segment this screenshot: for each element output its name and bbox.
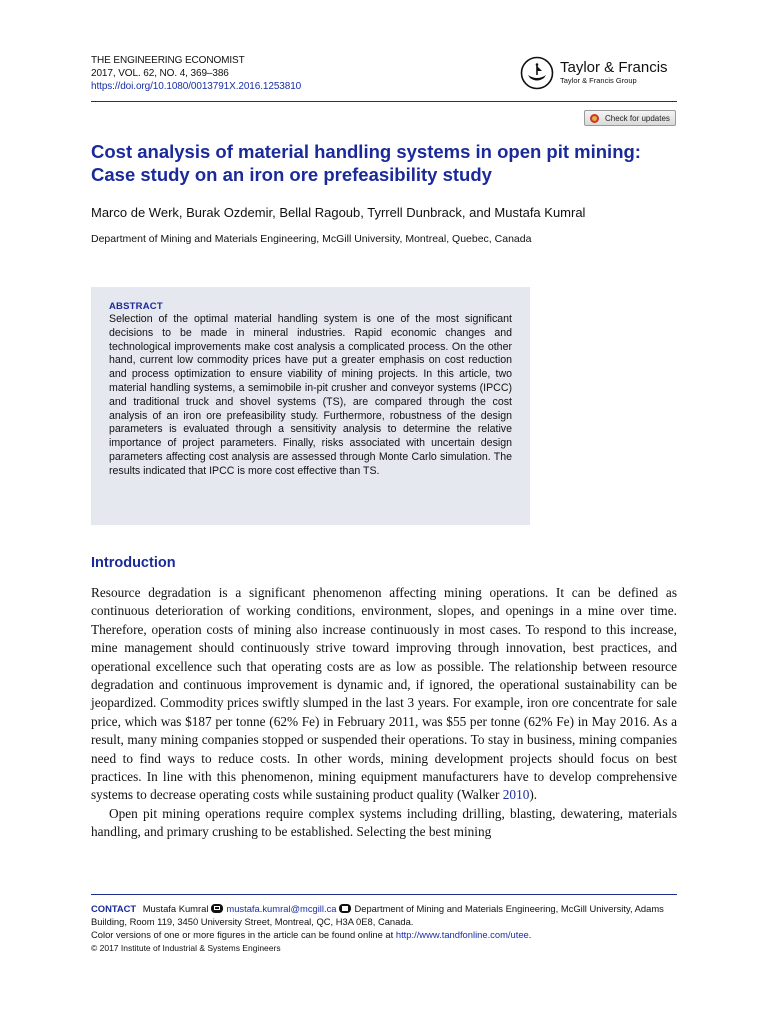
doi-link[interactable]: https://doi.org/10.1080/0013791X.2016.1253810 xyxy=(91,81,302,92)
publisher-group: Taylor & Francis Group xyxy=(560,76,637,85)
section-heading-introduction: Introduction xyxy=(91,555,176,571)
title-line-2: Case study on an iron ore prefeasibility study xyxy=(91,164,492,185)
check-updates-label: Check for updates xyxy=(605,113,670,123)
article-title xyxy=(91,140,691,186)
color-note-text: Color versions of one or more figures in the article can be found online at xyxy=(91,929,396,941)
contact-line xyxy=(91,902,681,928)
volume-info: 2017, VOL. 62, NO. 4, 369–386 xyxy=(91,68,229,79)
journal-name: THE ENGINEERING ECONOMIST xyxy=(91,55,245,66)
check-for-updates-button[interactable] xyxy=(584,110,676,126)
introduction-body xyxy=(91,584,677,842)
footer xyxy=(91,902,681,955)
color-note xyxy=(91,928,681,941)
publisher-name: Taylor & Francis xyxy=(560,59,668,76)
contact-address: Department of Mining and Materials Engineering, McGill University, Adams Building, Room 119, 3450 University Street, Montreal, QC, H3A 0E8, Canada. xyxy=(91,903,664,928)
paragraph-1 xyxy=(91,584,677,805)
publisher-logo xyxy=(520,56,668,90)
header-divider xyxy=(91,101,677,102)
paragraph-2: Open pit mining operations require complex systems including drilling, blasting, dewatering, materials handling, and primary crushing to be established. Selecting the best mining xyxy=(91,805,677,840)
contact-label: CONTACT xyxy=(91,903,137,914)
abstract-heading: ABSTRACT xyxy=(109,301,163,312)
abstract-text: Selection of the optimal material handling system is one of the most significant decisions to be made in mineral industries. Rapid economic changes and technological improvements make cost analysis a complicated process. On the other hand, current low commodity prices have put a greater emphasis on cost reduction and process optimization to ensure viability of mining projects. In this article, two material handling systems, a semimobile in-pit crusher and conveyor systems (IPCC) and traditional truck and shovel systems (TS), are compared through the cost analysis of an iron ore prefeasibility study. Furthermore, robustness of the design parameters is evaluated through a sensitivity analysis to determine the relative importance of project parameters. Finally, risks associated with uncertain design parameters affecting cost analysis are assessed through Monte Carlo simulation. The results indicated that IPCC is more cost effective than TS. xyxy=(109,313,512,477)
title-line-1: Cost analysis of material handling systems in open pit mining: xyxy=(91,141,641,162)
color-note-end: . xyxy=(528,929,532,941)
publisher-seal-icon xyxy=(520,56,554,90)
crossmark-icon xyxy=(590,114,599,123)
affiliation: Department of Mining and Materials Engineering, McGill University, Montreal, Quebec, Canada xyxy=(91,233,532,245)
paragraph-1-end: ). xyxy=(529,787,538,803)
copyright: © 2017 Institute of Industrial & Systems Engineers xyxy=(91,942,281,953)
journal-info xyxy=(91,54,301,93)
email-icon xyxy=(211,904,223,913)
journal-url-link[interactable]: http://www.tandfonline.com/utee xyxy=(395,929,529,941)
footer-divider xyxy=(91,894,677,895)
address-icon xyxy=(339,904,351,913)
author-list: Marco de Werk, Burak Ozdemir, Bellal Ragoub, Tyrrell Dunbrack, and Mustafa Kumral xyxy=(91,205,586,220)
paragraph-1-text: Resource degradation is a significant phenomenon affecting mining operations. It can be defined as continuous deterioration of working conditions, environment, slopes, and openings in a mine over time. Therefore, operation costs of mining also increase continuously in most cases. To respond to this increase, mine management should continuously strive toward improving through innovation, best practices, and operational excellence such that operating costs are as low as possible. The relationship between resource degradation and continuous improvement is dynamic and, if ignored, the operational sustainability can be jeopardized. Commodity prices swiftly slumped in the last 3 years. For example, iron ore concentrate for sale price, which was $187 per tonne (62% Fe) in February 2011, was $55 per tonne (62% Fe) in May 2016. As a result, many mining companies stopped or suspended their operations. To stay in business, mining companies need to find ways to reduce costs. In other words, mining development projects should focus on best practices. In line with this phenomenon, mining equipment manufacturers have to develop comprehensive systems to decrease operating costs while sustaining product quality (Walker xyxy=(91,585,677,803)
email-link[interactable]: mustafa.kumral@mcgill.ca xyxy=(226,903,337,914)
contact-name: Mustafa Kumral xyxy=(142,903,209,914)
citation-link[interactable]: 2010 xyxy=(502,787,530,803)
